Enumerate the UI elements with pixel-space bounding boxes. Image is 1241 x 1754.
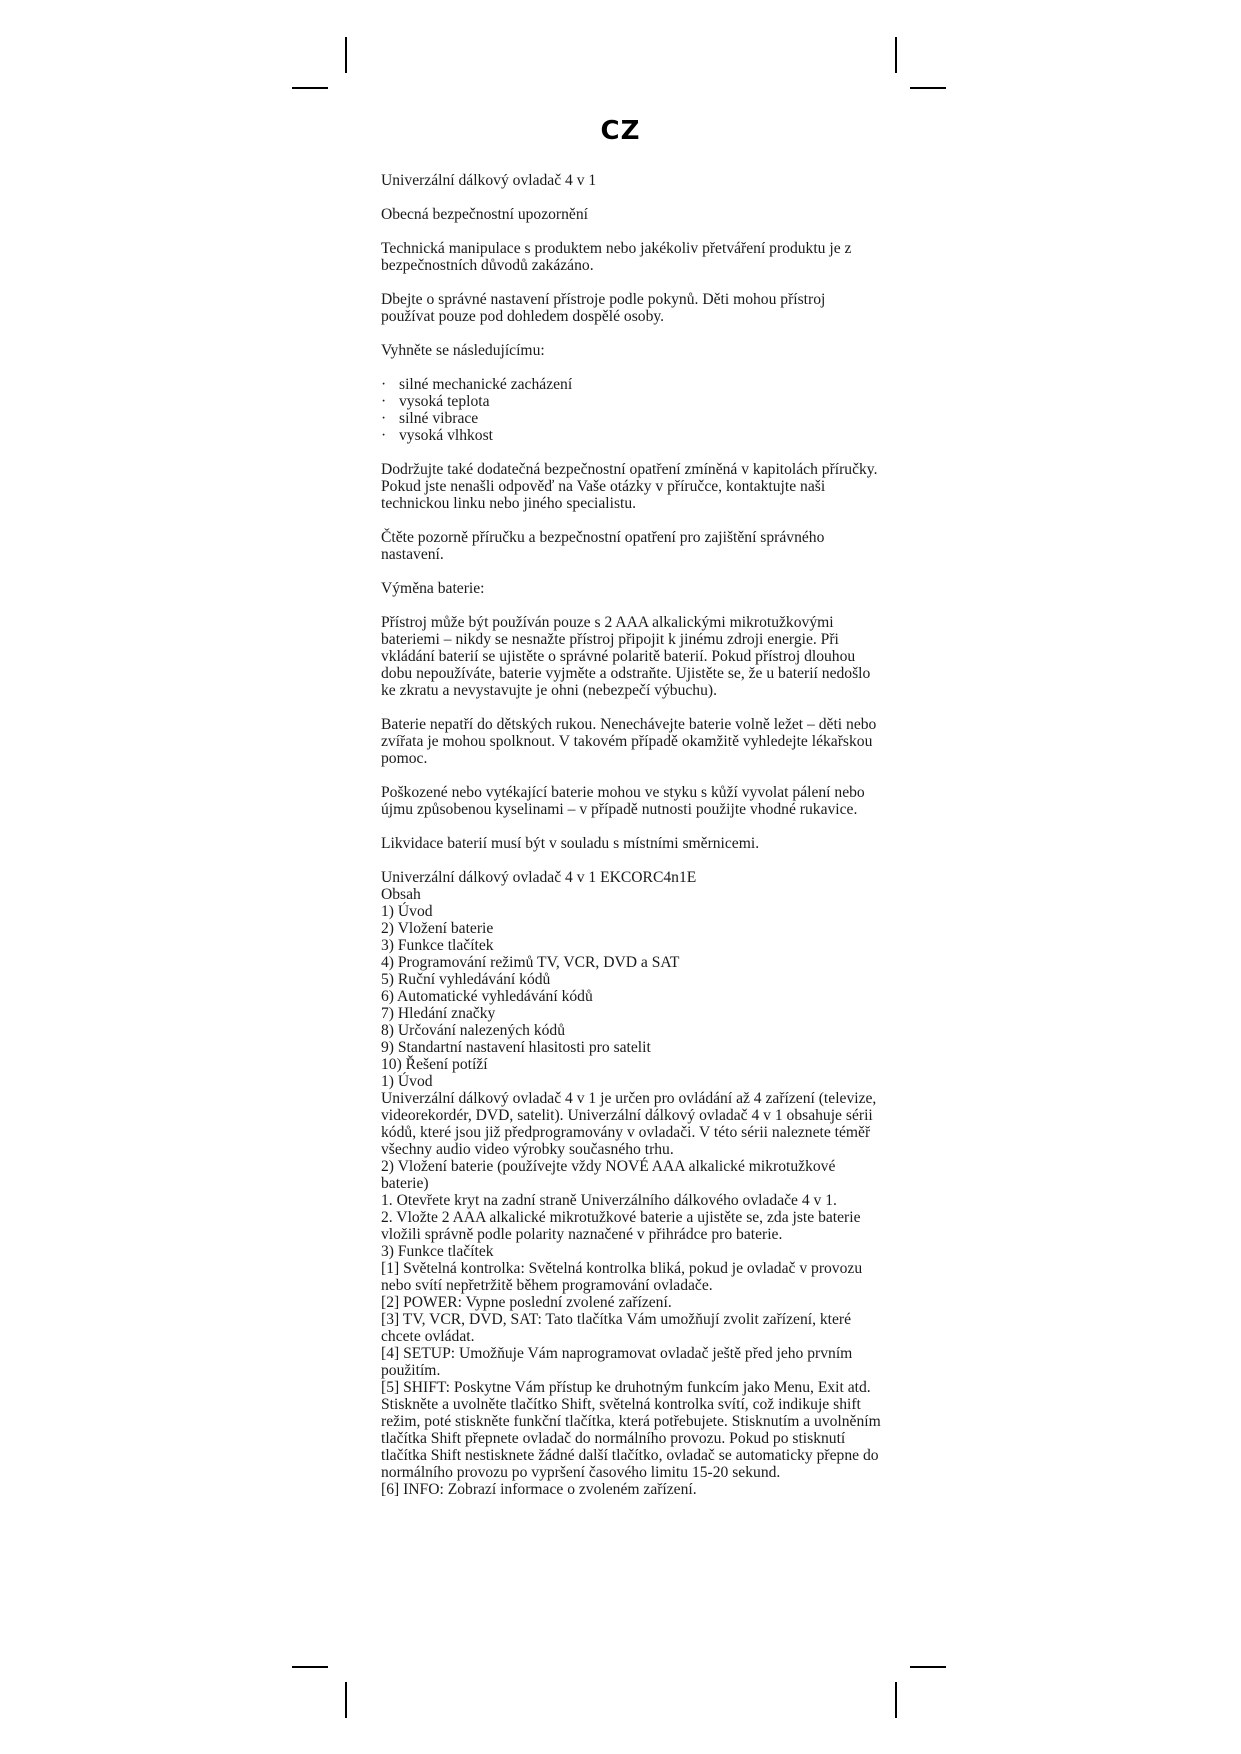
toc-item: 6) Automatické vyhledávání kódů <box>381 988 593 1005</box>
avoid-list <box>381 376 881 444</box>
paragraph: Dodržujte také dodatečná bezpečnostní opatření zmíněná v kapitolách příručky. Pokud jste nenašli odpověď na Vaše otázky v příručce, kontaktujte naši technickou linku nebo jiného specialistu. <box>381 461 878 512</box>
button-description: [4] SETUP: Umožňuje Vám naprogramovat ovladač ještě před jeho prvním použitím. <box>381 1345 853 1379</box>
section-heading: 2) Vložení baterie (používejte vždy NOVÉ AAA alkalické mikrotužkové baterie) <box>381 1158 836 1192</box>
toc-item: 4) Programování režimů TV, VCR, DVD a SAT <box>381 954 680 971</box>
crop-mark <box>910 1666 946 1668</box>
button-description: [2] POWER: Vypne poslední zvolené zařízení. <box>381 1294 672 1311</box>
crop-mark <box>895 1682 897 1718</box>
toc-item: 7) Hledání značky <box>381 1005 496 1022</box>
battery-heading: Výměna baterie: <box>381 580 485 597</box>
language-tag: CZ <box>600 116 641 146</box>
manual-text <box>381 172 881 1498</box>
list-item: · vysoká vlhkost <box>381 427 881 444</box>
toc-item: 1) Úvod <box>381 903 433 920</box>
crop-mark <box>292 1666 328 1668</box>
crop-mark <box>292 87 328 89</box>
document-title: Univerzální dálkový ovladač 4 v 1 <box>381 172 597 189</box>
crop-mark <box>895 37 897 73</box>
safety-heading: Obecná bezpečnostní upozornění <box>381 206 588 223</box>
toc-item: 8) Určování nalezených kódů <box>381 1022 566 1039</box>
step-item: 2. Vložte 2 AAA alkalické mikrotužkové baterie a ujistěte se, zda jste baterie vložili správně podle polarity naznačené v přihrádce pro baterie. <box>381 1209 861 1243</box>
toc-item: 5) Ruční vyhledávání kódů <box>381 971 551 988</box>
step-item: 1. Otevřete kryt na zadní straně Univerzálního dálkového ovladače 4 v 1. <box>381 1192 837 1209</box>
toc-item: 10) Řešení potíží <box>381 1056 488 1073</box>
button-description: [6] INFO: Zobrazí informace o zvoleném zařízení. <box>381 1481 697 1498</box>
toc-item: 9) Standartní nastavení hlasitosti pro satelit <box>381 1039 651 1056</box>
paragraph: Poškozené nebo vytékající baterie mohou ve styku s kůží vyvolat pálení nebo újmu způsobenou kyselinami – v případě nutnosti použijte vhodné rukavice. <box>381 784 865 818</box>
paragraph: Čtěte pozorně příručku a bezpečnostní opatření pro zajištění správného nastavení. <box>381 529 825 563</box>
crop-mark <box>910 87 946 89</box>
list-item: · vysoká teplota <box>381 393 881 410</box>
toc-item: 2) Vložení baterie <box>381 920 494 937</box>
contents-heading: Obsah <box>381 886 421 903</box>
paragraph: Přístroj může být používán pouze s 2 AAA alkalickými mikrotužkovými bateriemi – nikdy se nesnažte přístroj připojit k jinému zdroji energie. Při vkládání baterií se ujistěte o správné polaritě baterií. Pokud přístroj dlouhou dobu nepoužíváte, baterie vyjměte a odstraňte. Ujistěte se, že u baterií nedošlo ke zkratu a nevystavujte je ohni (nebezpečí výbuchu). <box>381 614 871 699</box>
paragraph: Univerzální dálkový ovladač 4 v 1 je určen pro ovládání až 4 zařízení (televize, videorekordér, DVD, satelit). Univerzální dálkový ovladač 4 v 1 obsahuje sérii kódů, které jsou již předprogramovány v ovladači. V této sérii naleznete téměř všechny audio video výrobky současného trhu. <box>381 1090 877 1158</box>
manual-section <box>381 869 881 1498</box>
avoid-heading: Vyhněte se následujícímu: <box>381 342 545 359</box>
button-description: [3] TV, VCR, DVD, SAT: Tato tlačítka Vám umožňují zvolit zařízení, které chcete ovládat. <box>381 1311 852 1345</box>
list-item: · silné mechanické zacházení <box>381 376 881 393</box>
manual-title: Univerzální dálkový ovladač 4 v 1 EKCORC4n1E <box>381 869 697 886</box>
button-description: [1] Světelná kontrolka: Světelná kontrolka bliká, pokud je ovladač v provozu nebo svítí nepřetržitě během programování ovladače. <box>381 1260 863 1294</box>
paragraph: Likvidace baterií musí být v souladu s místními směrnicemi. <box>381 835 760 852</box>
crop-mark <box>345 37 347 73</box>
section-heading: 3) Funkce tlačítek <box>381 1243 494 1260</box>
list-item: · silné vibrace <box>381 410 881 427</box>
button-description: [5] SHIFT: Poskytne Vám přístup ke druhotným funkcím jako Menu, Exit atd. Stiskněte a uvolněte tlačítko Shift, světelná kontrolka svítí, což indikuje shift režim, poté stiskněte funkční tlačítka, která potřebujete. Stisknutím a uvolněním tlačítka Shift přepnete ovladač do normálního provozu. Pokud po stisknutí tlačítka Shift nestisknete žádné další tlačítko, ovladač se automaticky přepne do normálního provozu po vypršení časového limitu 15-20 sekund. <box>381 1379 881 1481</box>
paragraph: Technická manipulace s produktem nebo jakékoliv přetváření produktu je z bezpečnostních důvodů zakázáno. <box>381 240 852 274</box>
crop-mark <box>345 1682 347 1718</box>
toc-item: 3) Funkce tlačítek <box>381 937 494 954</box>
paragraph: Dbejte o správné nastavení přístroje podle pokynů. Děti mohou přístroj používat pouze pod dohledem dospělé osoby. <box>381 291 826 325</box>
paragraph: Baterie nepatří do dětských rukou. Nenechávejte baterie volně ležet – děti nebo zvířata je mohou spolknout. V takovém případě okamžitě vyhledejte lékařskou pomoc. <box>381 716 877 767</box>
section-heading: 1) Úvod <box>381 1073 433 1090</box>
